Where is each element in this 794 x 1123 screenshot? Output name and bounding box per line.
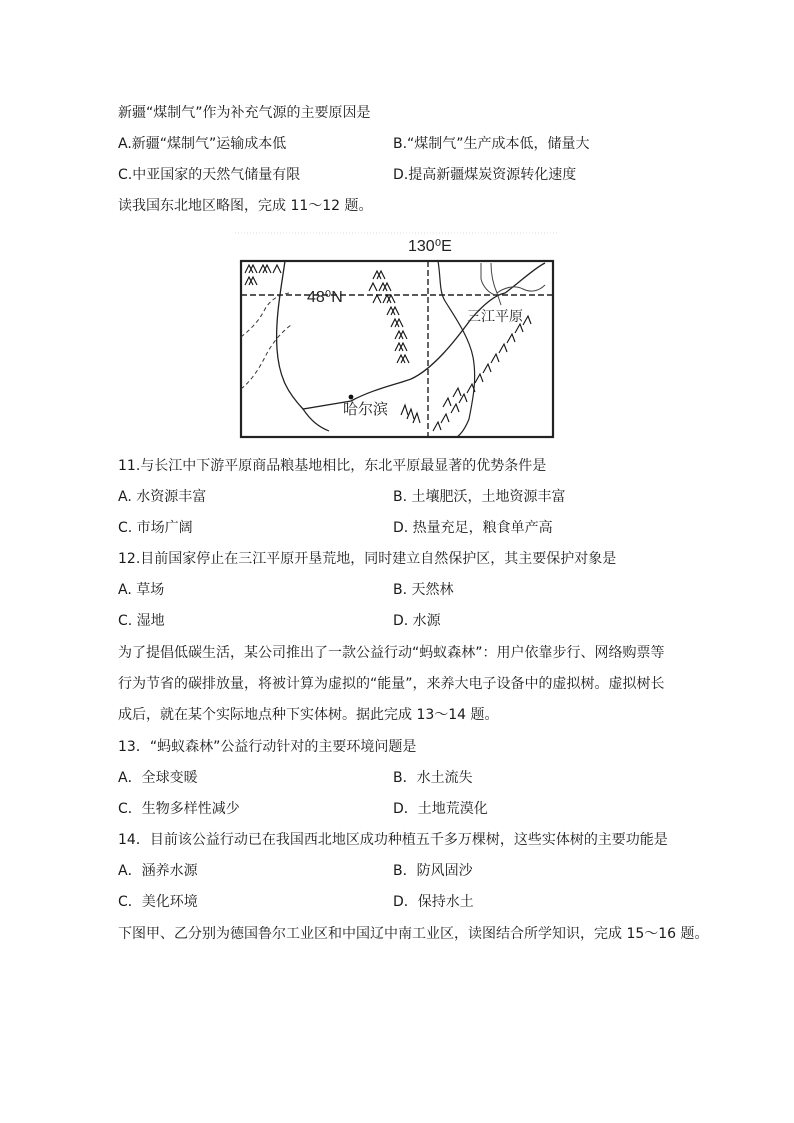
q14-stem: 14．目前该公益行动已在我国西北地区成功种植五千多万棵树，这些实体树的主要功能是: [118, 832, 668, 848]
q14-option-d: D．保持水土: [393, 894, 474, 910]
q12-option-c: C. 湿地: [118, 613, 165, 629]
q10-option-c: C.中亚国家的天然气储量有限: [118, 167, 301, 183]
latitude-label: 48⁰N: [307, 289, 343, 306]
intro-15-16: 下图甲、乙分别为德国鲁尔工业区和中国辽中南工业区，读图结合所学知识，完成 15～16 题。: [118, 926, 709, 942]
q10-option-b: B.“煤制气”生产成本低，储量大: [393, 136, 590, 152]
intro-13-14-line1: 为了提倡低碳生活，某公司推出了一款公益行动“蚂蚁森林”：用户依靠步行、网络购票等: [118, 645, 665, 661]
q13-stem: 13．“蚂蚁森林”公益行动针对的主要环境问题是: [118, 739, 417, 755]
q12-option-a: A. 草场: [118, 582, 165, 598]
longitude-label: 130⁰E: [408, 238, 452, 255]
q11-option-c: C. 市场广阔: [118, 520, 193, 536]
q14-option-a: A．涵养水源: [118, 863, 198, 879]
q10-stem: 新疆“煤制气”作为补充气源的主要原因是: [118, 105, 371, 121]
intro-11-12: 读我国东北地区略图，完成 11～12 题。: [118, 198, 373, 214]
q13-option-c: C．生物多样性减少: [118, 801, 240, 817]
q13-option-d: D．土地荒漠化: [393, 801, 488, 817]
q13-option-b: B．水土流失: [393, 770, 473, 786]
q12-option-b: B. 天然林: [393, 582, 454, 598]
q11-option-a: A. 水资源丰富: [118, 489, 207, 505]
intro-13-14-line2: 行为节省的碳排放量，将被计算为虚拟的“能量”，来养大电子设备中的虚拟树。虚拟树长: [118, 676, 665, 692]
q12-stem: 12.目前国家停止在三江平原开垦荒地，同时建立自然保护区，其主要保护对象是: [118, 551, 617, 567]
q14-option-c: C．美化环境: [118, 894, 198, 910]
q11-stem: 11.与长江中下游平原商品粮基地相比，东北平原最显著的优势条件是: [118, 458, 547, 474]
harbin-label: 哈尔滨: [343, 400, 389, 418]
q10-option-d: D.提高新疆煤炭资源转化速度: [393, 167, 577, 183]
northeast-china-map: [233, 229, 559, 441]
q12-option-d: D. 水源: [393, 613, 441, 629]
q11-option-d: D. 热量充足，粮食单产高: [393, 520, 553, 536]
q10-option-a: A.新疆“煤制气”运输成本低: [118, 136, 287, 152]
q14-option-b: B．防风固沙: [393, 863, 473, 879]
q13-option-a: A．全球变暖: [118, 770, 198, 786]
sanjiang-plain-label: 三江平原: [467, 309, 523, 325]
intro-13-14-line3: 成后，就在某个实际地点种下实体树。据此完成 13～14 题。: [118, 707, 499, 723]
q11-option-b: B. 土壤肥沃，土地资源丰富: [393, 489, 566, 505]
